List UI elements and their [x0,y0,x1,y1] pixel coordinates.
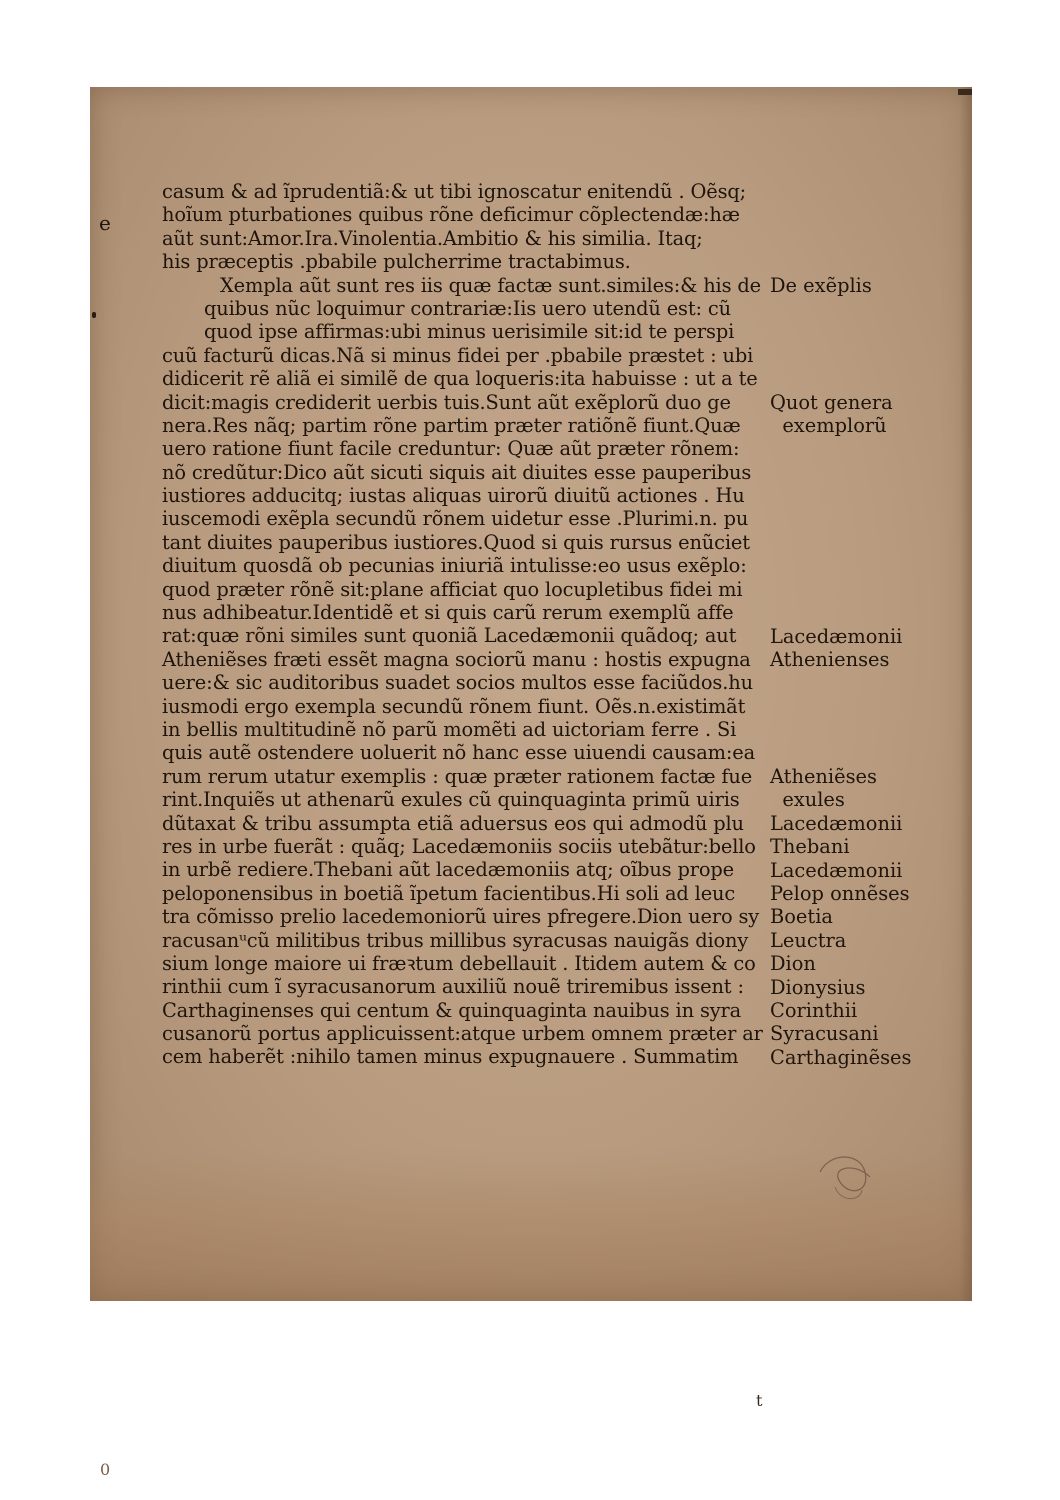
corner-mark [958,89,972,95]
text-line: iusmodi ergo exempla secundũ rõnem fiunt. Oẽs.n.existimãt [162,694,746,718]
margin-note: Syracusani [770,1022,879,1046]
text-line: iuscemodi exẽpla secundũ rõnem uidetur esse .Plurimi.n. pu [162,507,749,531]
margin-note: Carthaginẽses [770,1045,912,1069]
text-line: peloponensibus in boetiã ĩpetum facientibus.Hi soli ad leuc [162,881,736,905]
margin-note: Dion [770,952,816,976]
text-line: nera.Res nãq; partim rõne partim præter ratiõnẽ fiunt.Quæ [162,413,741,437]
text-line: quibus nũc loquimur contrariæ:Iis uero utendũ est: cũ [204,296,731,320]
text-line: rat:quæ rõni similes sunt quoniã Lacedæmonii quãdoq; aut [162,624,737,648]
text-line: his præceptis .pbabile pulcherrime tractabimus. [162,250,631,274]
scanned-page [90,87,972,1301]
text-line: uere:& sic auditoribus suadet socios multos esse faciũdos.hu [162,671,753,695]
margin-note: Lacedæmonii [770,624,903,648]
text-line: tant diuites pauperibus iustiores.Quod si quis rursus enũciet [162,530,750,554]
text-line: tra cõmisso prelio lacedemoniorũ uires pfregere.Dion uero sy [162,905,760,929]
text-line: quod ipse affirmas:ubi minus uerisimile sit:id te perspi [204,320,735,344]
text-line: diuitum quosdã ob pecunias iniuriã intulisse:eo usus exẽplo: [162,554,747,578]
text-line: dũtaxat & tribu assumpta etiã aduersus eos qui admodũ plu [162,811,744,835]
corner-number: 0 [100,1460,111,1479]
text-line: quod præter rõnẽ sit:plane afficiat quo locupletibus fidei mi [162,577,743,601]
margin-note: Athenienses [770,648,890,671]
margin-note: Pelop onnẽses [770,882,910,905]
margin-note: Atheniẽses [770,765,877,788]
text-line: aũt sunt:Amor.Ira.Vinolentia.Ambitio & his similia. Itaq; [162,226,703,250]
text-line: nõ credũtur:Dico aũt sicuti siquis ait diuites esse pauperibus [162,460,752,484]
initial-letter: e [99,211,111,235]
text-line: hoĩum pturbationes quibus rõne deficimur cõplectendæ:hæ [162,203,740,227]
margin-note: Dionysius [770,975,866,999]
text-line: Xempla aũt sunt res iis quæ factæ sunt.similes:& his de [220,273,761,297]
page-edge-shadow [960,87,972,1301]
margin-note: Quot genera [770,390,893,414]
text-line: Carthaginenses qui centum & quinquaginta nauibus in syra [162,998,742,1022]
margin-note: Boetia [770,905,833,929]
text-line: cuũ facturũ dicas.Nã si minus fidei per .pbabile præstet : ubi [162,343,754,367]
margin-note: Lacedæmonii [770,811,903,835]
text-line: Atheniẽses fræti essẽt magna sociorũ manu : hostis expugna [162,647,751,671]
text-line: res in urbe fuerãt : quãq; Lacedæmoniis sociis utebãtur:bello [162,834,756,858]
margin-note: Corinthii [770,999,858,1022]
text-line: iustiores adducitq; iustas aliquas uirorũ diuitũ actiones . Hu [162,484,745,508]
ink-dot [92,312,96,318]
margin-note: exemplorũ [770,414,887,437]
margin-note: Lacedæmonii [770,858,903,882]
text-line: in bellis multitudinẽ nõ parũ momẽti ad uictoriam ferre . Si [162,717,737,741]
text-line: dicit:magis crediderit uerbis tuis.Sunt aũt exẽplorũ duo ge [162,390,731,414]
text-line: uero ratione fiunt facile creduntur: Quæ aũt præter rõnem: [162,437,740,461]
pen-flourish [810,1142,880,1212]
text-line: sium longe maiore ui fræꝛtum debellauit . Itidem autem & co [162,951,756,975]
text-line: rinthii cum ĩ syracusanorum auxiliũ nouẽ triremibus issent : [162,975,744,999]
text-line: racusanᵘcũ militibus tribus millibus syracusas nauigãs diony [162,928,749,952]
main-text-column [162,180,763,1069]
margin-note: Leuctra [770,928,847,952]
text-line: didicerit rẽ aliã ei similẽ de qua loqueris:ita habuisse : ut a te [162,367,758,391]
text-line: cusanorũ portus applicuissent:atque urbem omnem præter ar [162,1022,763,1046]
footer-mark: t [756,1391,763,1410]
text-line: rum rerum utatur exemplis : quæ præter rationem factæ fue [162,764,753,788]
margin-note: De exẽplis [770,273,872,297]
text-line: nus adhibeatur.Identidẽ et si quis carũ rerum exemplũ affe [162,601,734,625]
margin-note: exules [770,788,845,812]
margin-note: Thebani [770,835,850,859]
text-line: rint.Inquiẽs ut athenarũ exules cũ quinquaginta primũ uiris [162,788,740,812]
text-line: casum & ad ĩprudentiã:& ut tibi ignoscatur enitendũ . Oẽsq; [162,180,747,203]
text-line: cem haberẽt :nihilo tamen minus expugnauere . Summatim [162,1045,739,1069]
text-line: quis autẽ ostendere uoluerit nõ hanc esse uiuendi causam:ea [162,741,755,765]
text-line: in urbẽ rediere.Thebani aũt lacedæmoniis atq; oĩbus prope [162,858,734,882]
